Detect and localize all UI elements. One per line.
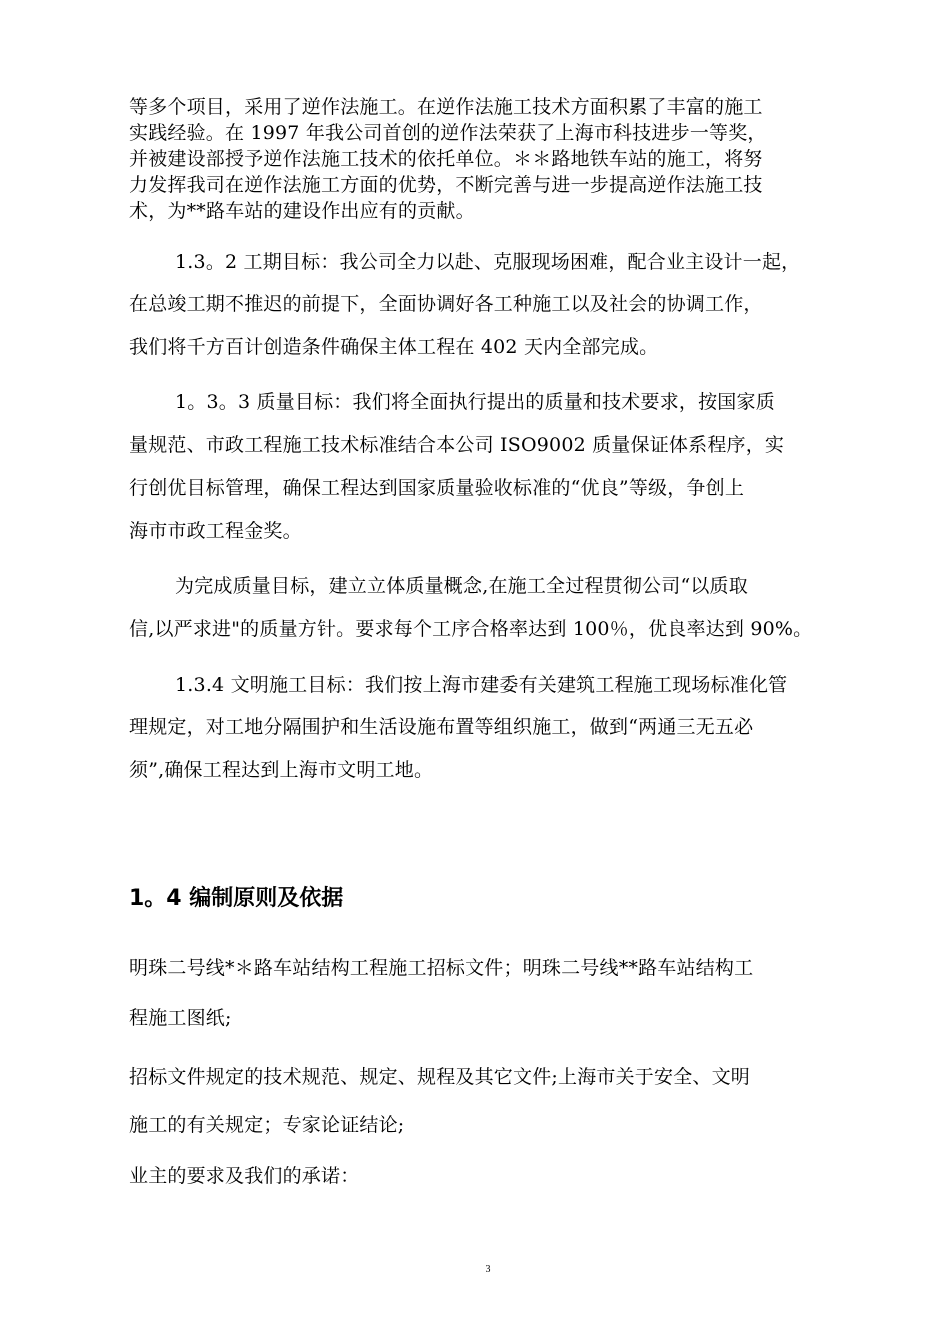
basis-line-4: 施工的有关规定；专家论证结论; xyxy=(129,1114,405,1136)
basis-line-5: 业主的要求及我们的承诺： xyxy=(129,1165,360,1187)
civilized-line-2: 理规定，对工地分隔围护和生活设施布置等组织施工，做到“两通三无五必 xyxy=(129,716,754,738)
schedule-line-1: 1.3。2 工期目标：我公司全力以赴、克服现场困难，配合业主设计一起， xyxy=(175,251,801,273)
quality-line-3: 行创优目标管理，确保工程达到国家质量验收标准的“优良”等级，争创上 xyxy=(129,477,745,499)
quality-concept-line-2: 信,以严求进"的质量方针。要求每个工序合格率达到 100％，优良率达到 90%。 xyxy=(129,618,813,640)
quality-line-1: 1。3。3 质量目标：我们将全面执行提出的质量和技术要求，按国家质 xyxy=(175,391,775,413)
intro-line-2: 实践经验。在 1997 年我公司首创的逆作法荣获了上海市科技进步一等奖， xyxy=(129,122,767,144)
civilized-line-3: 须”,确保工程达到上海市文明工地。 xyxy=(129,759,434,781)
quality-concept-line-1: 为完成质量目标，建立立体质量概念,在施工全过程贯彻公司“以质取 xyxy=(175,575,748,597)
intro-line-1: 等多个项目，采用了逆作法施工。在逆作法施工技术方面积累了丰富的施工 xyxy=(129,96,763,118)
basis-line-1: 明珠二号线*＊路车站结构工程施工招标文件；明珠二号线**路车站结构工 xyxy=(129,957,754,979)
quality-line-4: 海市市政工程金奖。 xyxy=(129,520,302,542)
quality-line-2: 量规范、市政工程施工技术标准结合本公司 ISO9002 质量保证体系程序，实 xyxy=(129,434,785,456)
schedule-line-2: 在总竣工期不推迟的前提下，全面协调好各工种施工以及社会的协调工作， xyxy=(129,293,763,315)
civilized-line-1: 1.3.4 文明施工目标：我们按上海市建委有关建筑工程施工现场标准化管 xyxy=(175,674,788,696)
section-heading: 1。4 编制原则及依据 xyxy=(129,886,344,911)
basis-line-3: 招标文件规定的技术规范、规定、规程及其它文件;上海市关于安全、文明 xyxy=(129,1066,751,1088)
basis-line-2: 程施工图纸; xyxy=(129,1007,232,1029)
page-number: 3 xyxy=(485,1264,491,1275)
schedule-line-3: 我们将千方百计创造条件确保主体工程在 402 天内全部完成。 xyxy=(129,336,659,358)
intro-line-5: 术，为**路车站的建设作出应有的贡献。 xyxy=(129,200,475,222)
intro-line-3: 并被建设部授予逆作法施工技术的依托单位。＊＊路地铁车站的施工，将努 xyxy=(129,148,763,170)
intro-line-4: 力发挥我司在逆作法施工方面的优势，不断完善与进一步提高逆作法施工技 xyxy=(129,174,763,196)
